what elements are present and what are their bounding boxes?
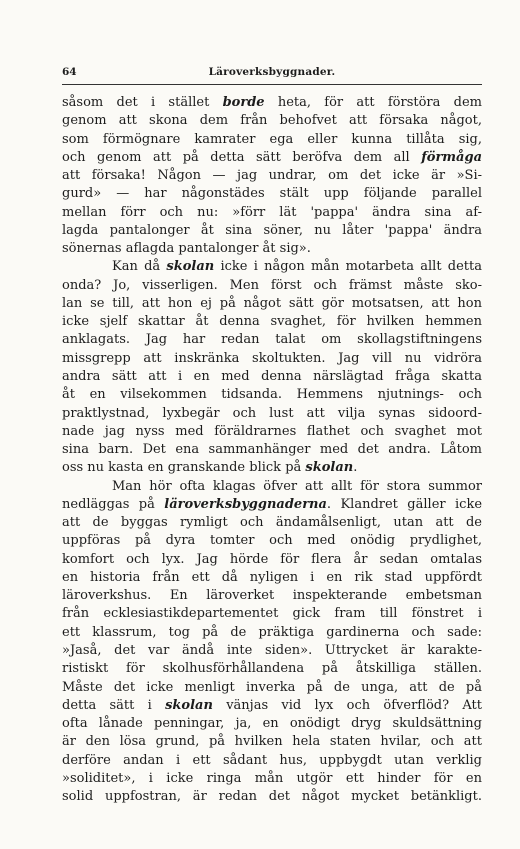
text-line: praktlystnad, lyxbegär och lust att vilja synas sidoord-: [62, 405, 482, 421]
text-line: uppföras på dyra tomter och med onödig prydlighet,: [62, 533, 482, 549]
text-line: som förmögnare kamrater ega eller kunna tillåta sig,: [62, 131, 482, 147]
text-line: är den lösa grund, på hvilken hela staten hvilar, och att: [62, 734, 482, 750]
text-line: anklagats. Jag har redan talat om skollagstiftningens: [62, 332, 482, 348]
page-number: 64: [62, 66, 77, 78]
text-line: lan se till, att hon ej på något sätt gör motsatsen, att hon: [62, 295, 482, 311]
text-line: lagda pantalonger åt sina söner, nu låter 'pappa' ändra: [62, 222, 482, 238]
text-line: onda? Jo, visserligen. Men först och främst måste sko-: [62, 277, 482, 293]
text-line: nedläggas på läroverksbyggnaderna. Klandret gäller icke: [62, 496, 483, 512]
text-line: ett klassrum, tog på de präktiga gardinerna och sade:: [62, 624, 482, 640]
text-line: sönernas aflagda pantalonger åt sig».: [62, 241, 311, 257]
text-line: komfort och lyx. Jag hörde för flera år sedan omtalas: [62, 551, 482, 567]
text-line: oss nu kasta en granskande blick på skolan.: [62, 460, 358, 476]
body-text: [62, 94, 482, 806]
text-line: att de byggas rymligt och ändamålsenligt, utan att de: [62, 515, 482, 531]
text-line: Måste det icke menligt inverka på de unga, att de på: [62, 679, 482, 695]
text-line: och genom att på detta sätt beröfva dem all förmåga: [62, 149, 482, 165]
text-line: andra sätt att i en med denna närslägtad fråga skatta: [62, 368, 482, 384]
text-line: solid uppfostran, är redan det något mycket betänkligt.: [62, 789, 482, 805]
running-title: Läroverksbyggnader.: [208, 66, 336, 78]
text-line: en historia från ett då nyligen i en rik stad uppfördt: [62, 569, 482, 585]
header-rule: [62, 84, 482, 85]
text-line: genom att skona dem från behofvet att försaka något,: [62, 113, 482, 129]
text-line: åt en vilsekommen tidsanda. Hemmens njutnings- och: [62, 387, 482, 403]
text-line: ofta lånade penningar, ja, en onödigt dryg skuldsättning: [62, 716, 482, 732]
text-line: »Jaså, det var ändå inte siden». Uttrycket är karakte-: [62, 642, 482, 658]
text-line: Kan då skolan icke i någon mån motarbeta allt detta: [112, 259, 482, 275]
text-line: sina barn. Det ena sammanhänger med det andra. Låtom: [62, 442, 482, 458]
text-line: icke sjelf skattar åt denna svaghet, för hvilken hemmen: [62, 314, 482, 330]
text-line: såsom det i stället borde heta, för att förstöra dem: [62, 95, 482, 110]
text-line: mellan förr och nu: »förr lät 'pappa' ändra sina af-: [62, 204, 482, 220]
text-line: från ecklesiastikdepartementet gick fram till fönstret i: [62, 606, 482, 622]
text-line: »soliditet», i icke ringa mån utgör ett hinder för en: [62, 770, 482, 786]
text-line: att försaka! Någon — jag undrar, om det icke är »Si-: [62, 168, 482, 184]
text-line: gurd» — har någonstädes stält upp följande parallel: [62, 186, 482, 202]
text-line: nade jag nyss med föräldrarnes flathet och svaghet mot: [62, 423, 482, 439]
text-line: läroverkshus. En läroverket inspekterande embetsman: [62, 588, 482, 604]
page-header: [62, 66, 482, 80]
text-line: Man hör ofta klagas öfver att allt för stora summor: [112, 478, 482, 494]
text-line: missgrepp att inskränka skoltukten. Jag vill nu vidröra: [62, 350, 482, 366]
text-line: detta sätt i skolan vänjas vid lyx och öfverflöd? Att: [62, 697, 482, 713]
text-line: ristiskt för skolhusförhållandena på åtskilliga ställen.: [62, 661, 482, 677]
text-line: derföre andan i ett sådant hus, uppbygdt utan verklig: [62, 752, 482, 768]
